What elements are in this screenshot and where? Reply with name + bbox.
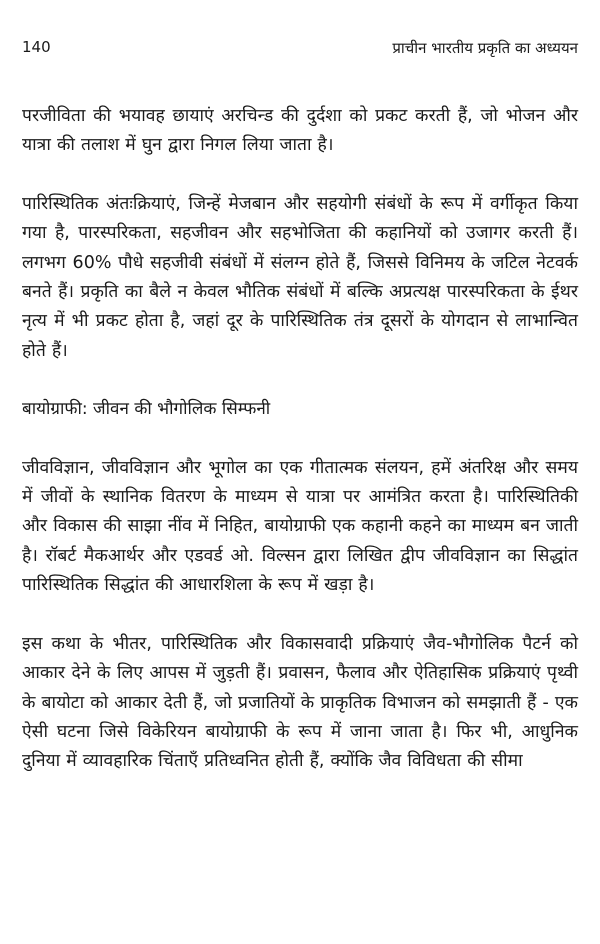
section-heading-biogeography: बायोग्राफी: जीवन की भौगोलिक सिम्फनी: [22, 399, 271, 420]
paragraph-biogeography-intro: जीवविज्ञान, जीवविज्ञान और भूगोल का एक गीतात्मक संलयन, हमें अंतरिक्ष और समय में जीवों के स्थानिक वितरण के माध्यम से यात्रा पर आमंत्रित करता है। पारिस्थितिकी और विकास की साझा नींव में निहित, बायोग्राफी एक कहानी कहने का माध्यम बन जाती है। रॉबर्ट मैकआर्थर और एडवर्ड ओ. विल्सन द्वारा लिखित द्वीप जीवविज्ञान का सिद्धांत पारिस्थितिक सिद्धांत की आधारशिला के रूप में खड़ा है।: [22, 457, 578, 596]
page-number: 140: [22, 38, 51, 56]
running-title: प्राचीन भारतीय प्रकृति का अध्ययन: [392, 39, 578, 57]
page-body: [22, 102, 578, 777]
paragraph-ecological-interactions: पारिस्थितिक अंतःक्रियाएं, जिन्हें मेजबान और सहयोगी संबंधों के रूप में वर्गीकृत किया गया है, पारस्परिकता, सहजीवन और सहभोजिता की कहानियों को उजागर करती हैं। लगभग 60% पौधे सहजीवी संबंधों में संलग्न होते हैं, जिससे विनिमय के जटिल नेटवर्क बनते हैं। प्रकृति का बैले न केवल भौतिक संबंधों में बल्कि अप्रत्यक्ष पारस्परिकता के ईथर नृत्य में भी प्रकट होता है, जहां दूर के पारिस्थितिक तंत्र दूसरों के योगदान से लाभान्वित होते हैं।: [22, 193, 578, 361]
page-header: [22, 38, 578, 62]
paragraph-parasitism: परजीविता की भयावह छायाएं अरचिन्ड की दुर्दशा को प्रकट करती हैं, जो भोजन और यात्रा की तलाश में घुन द्वारा निगल लिया जाता है।: [22, 106, 578, 156]
paragraph-biogeographic-processes: इस कथा के भीतर, पारिस्थितिक और विकासवादी प्रक्रियाएं जैव-भौगोलिक पैटर्न को आकार देने के लिए आपस में जुड़ती हैं। प्रवासन, फैलाव और ऐतिहासिक प्रक्रियाएं पृथ्वी के बायोटा को आकार देती हैं, जो प्रजातियों के प्राकृतिक विभाजन को समझाती हैं - एक ऐसी घटना जिसे विकेरियन बायोग्राफी के रूप में जाना जाता है। फिर भी, आधुनिक दुनिया में व्यावहारिक चिंताएँ प्रतिध्वनित होती हैं, क्योंकि जैव विविधता की सीमा: [22, 633, 578, 772]
